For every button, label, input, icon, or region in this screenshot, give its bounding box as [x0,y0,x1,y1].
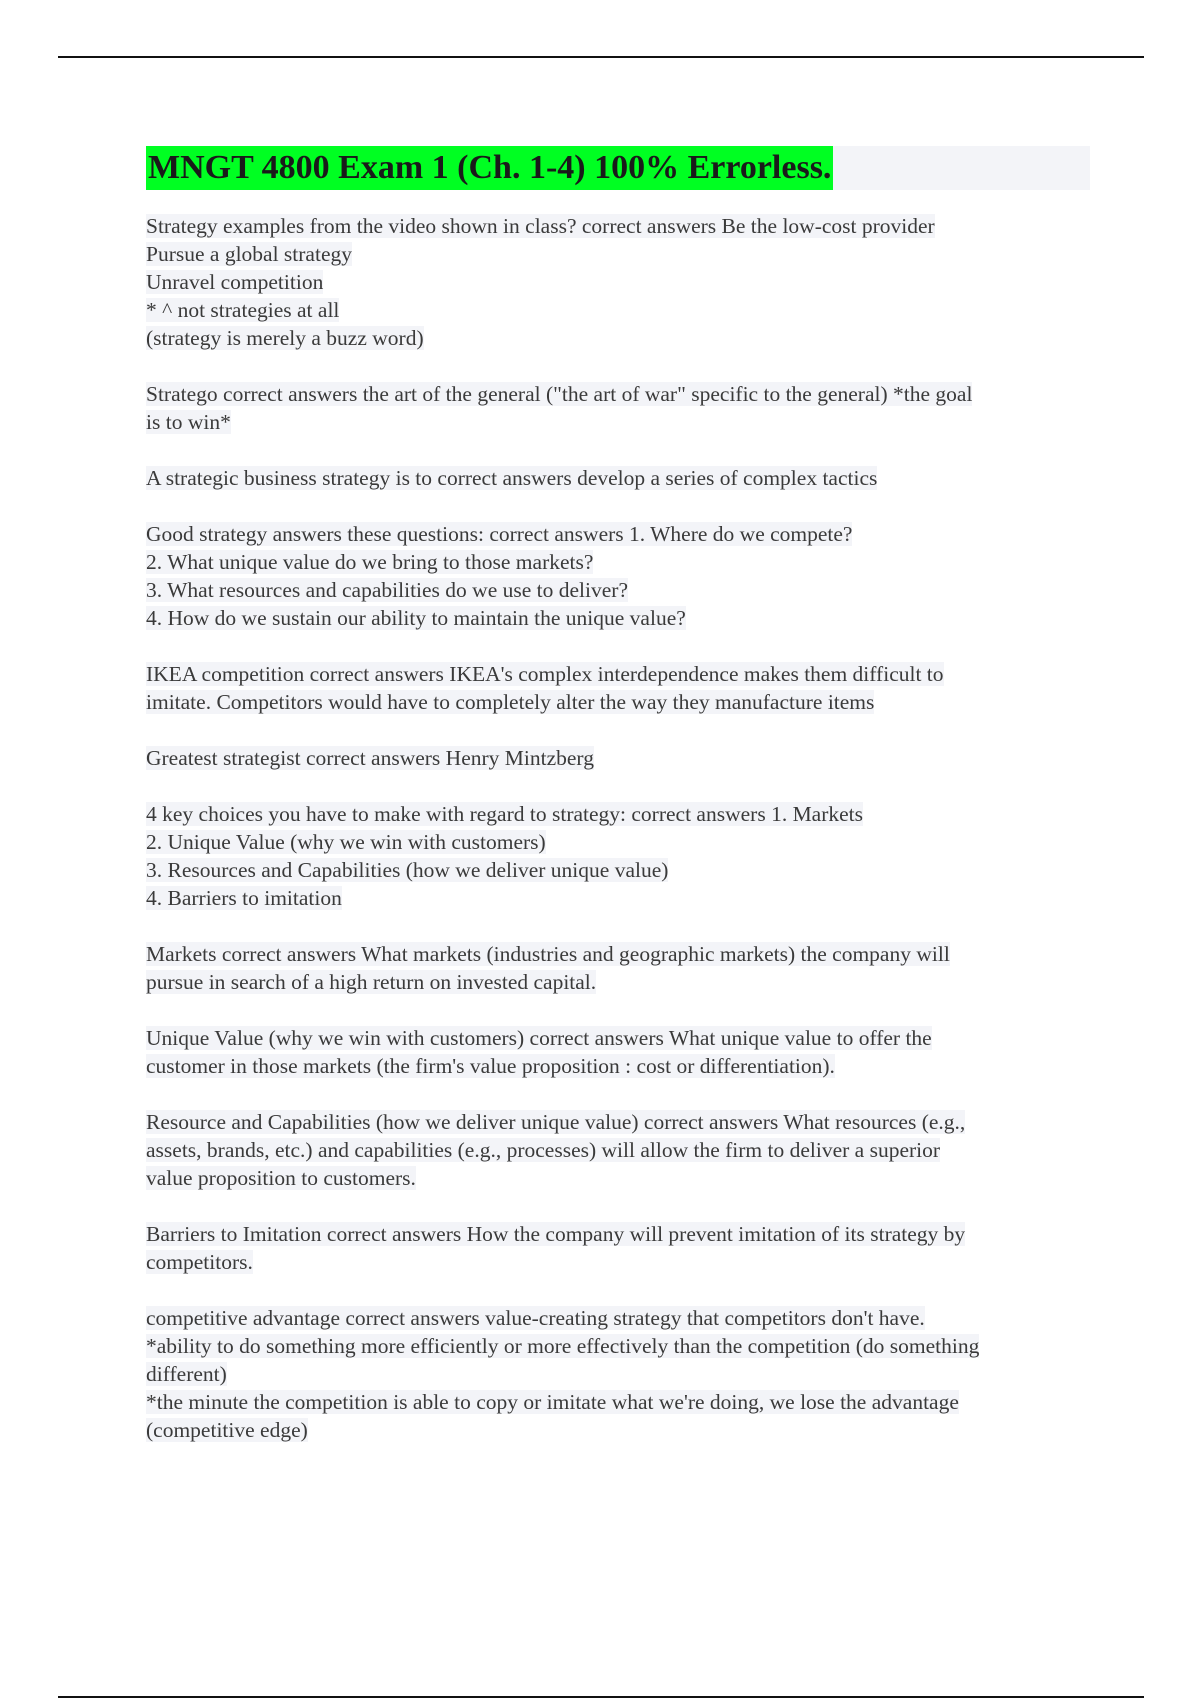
qa-entry [146,1108,1090,1192]
qa-line-text: A strategic business strategy is to correct answers develop a series of complex tactics [146,466,878,490]
bottom-rule [58,1696,1144,1698]
qa-line [146,1248,1090,1276]
qa-line [146,1136,1090,1164]
qa-line-text: 3. What resources and capabilities do we use to deliver? [146,578,628,602]
qa-line-text: Pursue a global strategy [146,242,352,266]
qa-line [146,1332,1090,1360]
qa-line [146,1304,1090,1332]
qa-entry [146,660,1090,716]
qa-line-text: *the minute the competition is able to copy or imitate what we're doing, we lose the advantage [146,1390,959,1414]
title-bar [146,146,1090,190]
qa-line [146,660,1090,688]
qa-line-text: *ability to do something more efficiently or more effectively than the competition (do something [146,1334,980,1358]
qa-line [146,940,1090,968]
qa-line-text: 2. What unique value do we bring to those markets? [146,550,594,574]
qa-line-text: value proposition to customers. [146,1166,416,1190]
qa-line-text: competitors. [146,1250,253,1274]
qa-entry [146,464,1090,492]
qa-line-text: * ^ not strategies at all [146,298,340,322]
qa-line-text: Strategy examples from the video shown in class? correct answers Be the low-cost provider [146,214,935,238]
qa-entry [146,1220,1090,1276]
qa-line [146,296,1090,324]
qa-line-text: different) [146,1362,227,1386]
qa-line-text: Good strategy answers these questions: correct answers 1. Where do we compete? [146,522,853,546]
qa-line [146,884,1090,912]
qa-line-text: imitate. Competitors would have to completely alter the way they manufacture items [146,690,875,714]
qa-entry [146,1304,1090,1444]
qa-line [146,1052,1090,1080]
qa-entry [146,800,1090,912]
qa-line [146,856,1090,884]
qa-line-text: Unique Value (why we win with customers) correct answers What unique value to offer the [146,1026,932,1050]
document-body [146,146,1090,1444]
qa-line [146,408,1090,436]
qa-line-text: pursue in search of a high return on invested capital. [146,970,597,994]
qa-line [146,240,1090,268]
qa-line [146,1108,1090,1136]
qa-line [146,1416,1090,1444]
qa-line [146,828,1090,856]
qa-line-text: Barriers to Imitation correct answers How the company will prevent imitation of its strategy by [146,1222,966,1246]
qa-list [146,212,1090,1444]
qa-line [146,576,1090,604]
qa-line [146,212,1090,240]
qa-line-text: Markets correct answers What markets (industries and geographic markets) the company will [146,942,950,966]
qa-line [146,380,1090,408]
qa-line [146,968,1090,996]
qa-line [146,324,1090,352]
qa-line-text: Unravel competition [146,270,324,294]
qa-line-text: (strategy is merely a buzz word) [146,326,424,350]
qa-line-text: assets, brands, etc.) and capabilities (e.g., processes) will allow the firm to deliver a superior [146,1138,941,1162]
qa-line [146,604,1090,632]
qa-line-text: 3. Resources and Capabilities (how we deliver unique value) [146,858,669,882]
qa-line-text: 4. Barriers to imitation [146,886,342,910]
qa-line [146,464,1090,492]
qa-line [146,548,1090,576]
qa-line-text: 2. Unique Value (why we win with customers) [146,830,546,854]
qa-line-text: (competitive edge) [146,1418,308,1442]
qa-line-text: Greatest strategist correct answers Henry Mintzberg [146,746,594,770]
qa-entry [146,744,1090,772]
qa-line-text: 4. How do we sustain our ability to maintain the unique value? [146,606,686,630]
qa-line [146,1164,1090,1192]
qa-line-text: Stratego correct answers the art of the general ("the art of war" specific to the general) *the goal [146,382,973,406]
qa-line [146,688,1090,716]
qa-line [146,744,1090,772]
qa-line [146,520,1090,548]
top-rule [58,56,1144,58]
qa-entry [146,1024,1090,1080]
qa-line [146,800,1090,828]
qa-line-text: 4 key choices you have to make with regard to strategy: correct answers 1. Markets [146,802,864,826]
qa-entry [146,940,1090,996]
qa-entry [146,520,1090,632]
qa-entry [146,380,1090,436]
qa-line [146,268,1090,296]
qa-line-text: IKEA competition correct answers IKEA's complex interdependence makes them difficult to [146,662,944,686]
document-title: MNGT 4800 Exam 1 (Ch. 1-4) 100% Errorless. [146,146,833,190]
qa-line [146,1388,1090,1416]
qa-entry [146,212,1090,352]
qa-line [146,1360,1090,1388]
qa-line-text: is to win* [146,410,231,434]
qa-line-text: competitive advantage correct answers value-creating strategy that competitors don't have. [146,1306,925,1330]
qa-line-text: customer in those markets (the firm's value proposition : cost or differentiation). [146,1054,835,1078]
qa-line [146,1024,1090,1052]
qa-line [146,1220,1090,1248]
qa-line-text: Resource and Capabilities (how we deliver unique value) correct answers What resources (e.g., [146,1110,966,1134]
